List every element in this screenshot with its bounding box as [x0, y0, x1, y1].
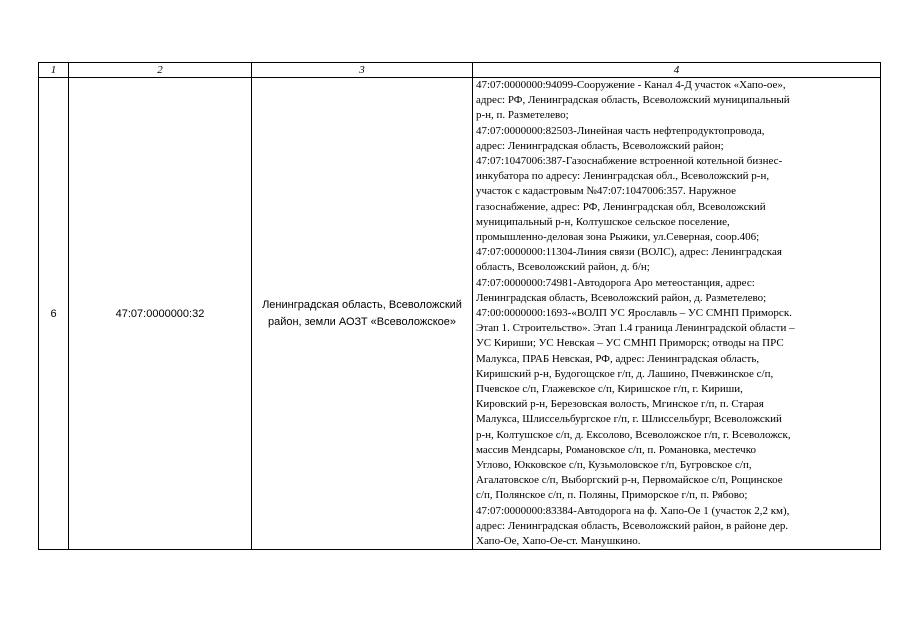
address-line: Ленинградская область, Всеволожский [262, 298, 462, 311]
objects-line: р-н, п. Разметелево; [476, 109, 569, 122]
objects-line: УС Кириши; УС Невская – УС СМНП Приморск; отводы на ПРС [476, 337, 784, 350]
objects-line: промышленно-деловая зона Рыжики, ул.Северная, соор.406; [476, 231, 760, 244]
objects-line: 47:07:1047006:387-Газоснабжение встроенной котельной бизнес- [476, 155, 783, 168]
objects-line: муниципальный р-н, Колтушское сельское поселение, [476, 215, 730, 228]
column-numbers-row [39, 63, 881, 78]
objects-line: Киришский р-н, Будогощское г/п, д. Лашино, Пчевжинское с/п, [476, 367, 774, 380]
objects-line: адрес: Ленинградская область, Всеволожский район; [476, 139, 724, 152]
objects-line: Малукса, Шлиссельбургское г/п, г. Шлиссельбург, Всеволожский [476, 413, 782, 426]
objects-line: Пчевское с/п, Глажевское с/п, Киришское г/п, г. Кириши, [476, 383, 743, 396]
objects-line: адрес: РФ, Ленинградская область, Всеволожский муниципальный [476, 94, 790, 107]
column-number-4: 4 [473, 63, 881, 78]
objects-line: р-н, Колтушское с/п, д. Ексолово, Всеволожское г/п, г. Всеволожск, [476, 428, 791, 441]
objects-line: 47:07:0000000:74981-Автодорога Аро метеостанция, адрес: [476, 276, 755, 289]
objects-line: газоснабжение, адрес: РФ, Ленинградская обл, Всеволожский [476, 200, 766, 213]
objects-line: 47:07:0000000:83384-Автодорога на ф. Хапо-Ое 1 (участок 2,2 км), [476, 504, 790, 517]
objects-line: адрес: Ленинградская область, Всеволожский район, в районе дер. [476, 519, 789, 532]
column-number-1: 1 [39, 63, 69, 78]
address-cell [252, 78, 473, 550]
land-plots-table [38, 62, 881, 550]
row-number: 6 [39, 78, 69, 550]
objects-line: массив Мендсары, Романовское с/п, п. Романовка, местечко [476, 443, 756, 456]
objects-line: участок с кадастровым №47:07:1047006:357. Наружное [476, 185, 737, 198]
objects-line: Этап 1. Строительство». Этап 1.4 граница Ленинградской области – [476, 322, 795, 335]
objects-line: Углово, Юкковское с/п, Кузьмоловское г/п, Бугровское с/п, [476, 459, 752, 472]
objects-line: Агалатовское с/п, Выборгский р-н, Первомайское с/п, Рощинское [476, 474, 783, 487]
objects-line: область, Всеволожский район, д. б/н; [476, 261, 650, 274]
objects-line: 47:07:0000000:94099-Сооружение - Канал 4-Д участок «Хапо-ое», [476, 79, 786, 91]
objects-line: 47:07:0000000:11304-Линия связи (ВОЛС), адрес: Ленинградская [476, 246, 782, 259]
objects-cell [473, 78, 881, 550]
column-number-3: 3 [252, 63, 473, 78]
objects-line: инкубатора по адресу: Ленинградская обл., Всеволожский р-н, [476, 170, 770, 183]
objects-line: Ленинградская область, Всеволожский район, д. Разметелево; [476, 291, 767, 304]
address-line: район, земли АОЗТ «Всеволожское» [267, 315, 457, 328]
column-number-2: 2 [69, 63, 252, 78]
cadastral-number: 47:07:0000000:32 [69, 78, 252, 550]
objects-line: 47:07:0000000:82503-Линейная часть нефтепродуктопровода, [476, 124, 765, 137]
objects-line: Кировский р-н, Березовская волость, Мгинское г/п, п. Старая [476, 398, 764, 411]
table-row [39, 78, 881, 550]
objects-line: с/п, Полянское с/п, п. Поляны, Приморское г/п, п. Рябово; [476, 489, 748, 502]
objects-line: 47:00:0000000:1693-«ВОЛП УС Ярославль – УС СМНП Приморск. [476, 307, 792, 320]
objects-line: Хапо-Ое, Хапо-Ое-ст. Манушкино. [476, 535, 641, 548]
objects-line: Малукса, ПРАБ Невская, РФ, адрес: Ленинградская область, [476, 352, 760, 365]
